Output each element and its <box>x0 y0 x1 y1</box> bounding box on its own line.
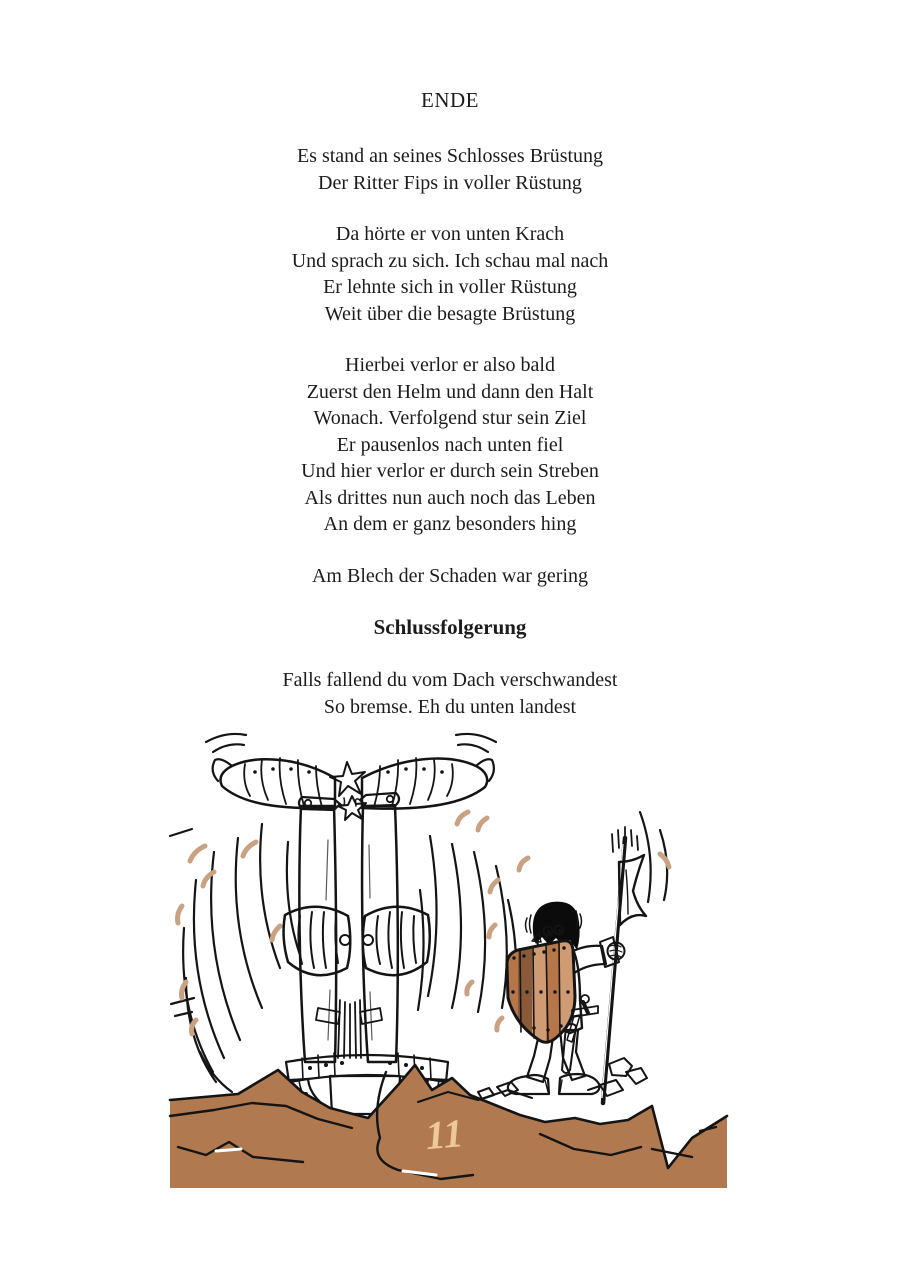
poem-line: Und sprach zu sich. Ich schau mal nach <box>291 249 609 272</box>
poem-title: ENDE <box>421 88 479 112</box>
poem-line: Er lehnte sich in voller Rüstung <box>323 276 577 298</box>
right-sabaton <box>362 758 494 809</box>
squire-figure <box>503 827 646 1103</box>
poem-line: So bremse. Eh du unten landest <box>323 695 577 718</box>
right-knee-cop <box>363 907 430 975</box>
poem-line: An dem er ganz besonders hing <box>323 513 577 535</box>
poem-line: Wonach. Verfolgend stur sein Ziel <box>313 407 587 429</box>
poem-line: Am Blech der Schaden war gering <box>311 564 588 587</box>
page-number: 11 <box>423 1110 466 1159</box>
left-knee-cop <box>284 907 351 975</box>
poem-line: Er pausenlos nach unten fiel <box>336 433 564 456</box>
ground <box>170 1065 727 1188</box>
poem-subheading: Schlussfolgerung <box>373 615 527 639</box>
poem-line: Falls fallend du vom Dach verschwandest <box>282 669 618 691</box>
poem-line: Zuerst den Helm und dann den Halt <box>306 380 594 403</box>
fallen-knight-legs <box>213 758 494 1122</box>
dust-lines <box>170 734 669 1092</box>
poem-line: Der Ritter Fips in voller Rüstung <box>318 171 582 194</box>
poem-line: Es stand an seines Schlosses Brüstung <box>296 145 604 167</box>
halberd-staff <box>603 838 625 1103</box>
poem-line: Hierbei verlor er also bald <box>345 354 555 376</box>
poem-line: Weit über die besagte Brüstung <box>324 302 576 325</box>
poem-line: Da hörte er von unten Krach <box>335 223 565 245</box>
poem-line: Und hier verlor er durch sein Streben <box>301 460 599 482</box>
poem-line: Als drittes nun auch noch das Leben <box>304 486 596 509</box>
left-sabaton <box>213 758 335 808</box>
